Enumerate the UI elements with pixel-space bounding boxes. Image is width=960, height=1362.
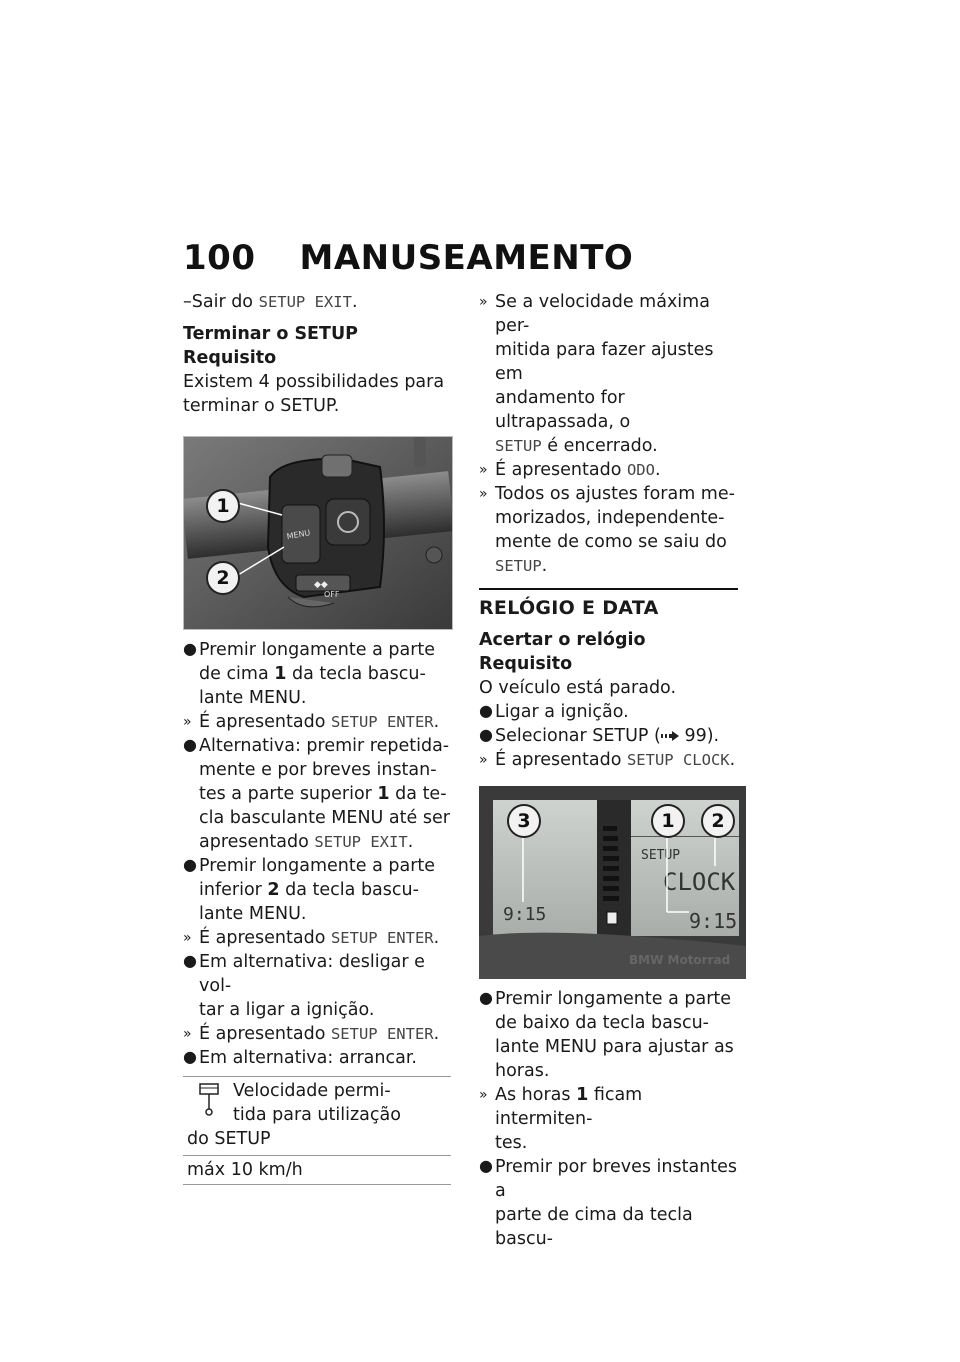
bullet-icon: ● [479,1156,493,1175]
item-text: de cima 1 da tecla bascu- [199,664,426,684]
brand-text: BMW Motorrad [629,953,731,967]
lcd-time-right: 9:15 [689,909,738,933]
list-item [183,854,451,926]
item-text: horas. [495,1061,550,1081]
result-item [479,1083,738,1155]
item-text: Se a velocidade máxima per- [495,292,710,336]
handlebar-switch-photo [183,436,453,630]
spec-value: máx 10 km/h [183,1155,451,1184]
bullet-icon: ● [183,855,197,874]
bullet-icon: ● [479,988,493,1007]
list-item [183,734,451,854]
lcd-display-photo [479,786,746,979]
menu-label: MENU [285,528,311,542]
list-item [479,700,738,724]
item-text: mente e por breves instan- [199,760,437,780]
item-text: andamento for ultrapassada, o [495,388,631,432]
result-arrow-icon: » [183,930,192,946]
bullet-icon: ● [479,701,493,720]
bullet-icon: ● [183,735,197,754]
item-text: mente de como se saiu do [495,532,727,552]
subsection-heading: Acertar o relógio [479,630,646,650]
item-text: Premir longamente a parte [199,640,436,660]
result-arrow-icon: » [479,294,488,310]
exit-prefix: –Sair do [183,292,254,312]
item-text: morizados, independente- [495,508,725,528]
requirement-label: Requisito [479,654,573,674]
callout-3: 3 [507,804,541,838]
list-item [479,987,738,1083]
bullet-icon: ● [479,725,493,744]
item-text: Premir longamente a parte [495,989,732,1009]
page-reference[interactable]: 99 [684,726,707,746]
callout-2: 2 [701,804,735,838]
item-text: tes. [495,1133,528,1153]
requirement-label: Requisito [183,348,277,368]
item-text: de baixo da tecla bascu- [495,1013,709,1033]
result-item: » É apresentado SETUP ENTER. [183,1024,440,1044]
section-header [479,588,738,620]
item-text: As horas 1 ficam intermiten- [495,1085,643,1129]
item-text: lante MENU. [199,904,307,924]
page-number: 100 [183,238,256,278]
right-column [479,290,738,1251]
spec-label-line: tida para utilização [233,1105,401,1125]
item-text: lante MENU. [199,688,307,708]
result-item: » É apresentado SETUP ENTER. [183,928,440,948]
page-title: MANUSEAMENTO [299,238,634,278]
result-arrow-icon: » [479,462,488,478]
spec-table [183,1076,451,1185]
item-text: tes a parte superior 1 da te- [199,784,447,804]
exit-suffix: . [351,292,358,312]
item-text: cla basculante MENU até ser [199,808,450,828]
callout-2: 2 [206,561,240,595]
left-column [183,290,451,1185]
handlebar-illustration [184,437,452,629]
exit-line [183,290,451,314]
off-label: OFF [324,590,340,599]
item-text: tar a ligar a ignição. [199,1000,375,1020]
item-text: Ligar a ignição. [495,702,629,722]
result-arrow-icon: » [479,486,488,502]
lcd-clock-text: CLOCK [663,868,736,896]
spec-header [183,1077,451,1155]
item-text: mitida para fazer ajustes em [495,340,714,384]
result-item: » É apresentado ODO. [479,460,661,480]
requirement-text-1: Existem 4 possibilidades para [183,372,445,392]
item-text: Alternativa: premir repetida- [199,736,450,756]
result-item: » É apresentado SETUP ENTER. [183,712,440,732]
list-item [183,1046,451,1070]
requirement-text: O veículo está parado. [479,678,677,698]
result-item [479,290,738,458]
list-item [183,950,451,1022]
result-arrow-icon: » [479,1087,488,1103]
item-text: Todos os ajustes foram me- [495,484,735,504]
result-arrow-icon: » [183,714,192,730]
item-text: Em alternativa: desligar e vol- [199,952,425,996]
exit-code: SETUP EXIT [258,293,352,311]
callout-1: 1 [651,804,685,838]
item-text: Premir por breves instantes a [495,1157,738,1201]
spec-label-line: do SETUP [187,1129,271,1149]
item-text: apresentado SETUP EXIT. [199,832,414,852]
item-text: inferior 2 da tecla bascu- [199,880,419,900]
requirement-text-2: terminar o SETUP. [183,396,340,416]
callout-1: 1 [206,489,240,523]
lcd-setup-text: SETUP [641,848,681,863]
section-heading: Terminar o SETUP [183,324,358,344]
piston-icon [197,1081,221,1117]
spec-label-line: Velocidade permi- [233,1081,391,1101]
item-text: parte de cima da tecla bascu- [495,1205,693,1249]
item-text: SETUP. [495,556,548,576]
svg-text:◆◆: ◆◆ [314,580,328,590]
item-text: Em alternativa: arrancar. [199,1048,417,1068]
section-title: RELÓGIO E DATA [479,597,659,619]
result-item: » É apresentado SETUP CLOCK. [479,750,736,770]
item-text: Premir longamente a parte [199,856,436,876]
page-header [183,238,633,278]
list-item: ● Selecionar SETUP ( 99). [479,725,720,746]
item-text: SETUP é encerrado. [495,436,658,456]
page-reference-arrow-icon [661,731,679,741]
result-arrow-icon: » [479,752,488,768]
item-text: lante MENU para ajustar as [495,1037,734,1057]
bullet-icon: ● [183,951,197,970]
result-arrow-icon: » [183,1026,192,1042]
list-item [479,1155,738,1251]
lcd-time-left: 9:15 [503,904,547,925]
bullet-icon: ● [183,1047,197,1066]
bullet-icon: ● [183,639,197,658]
result-item [479,482,738,578]
list-item [183,638,451,710]
